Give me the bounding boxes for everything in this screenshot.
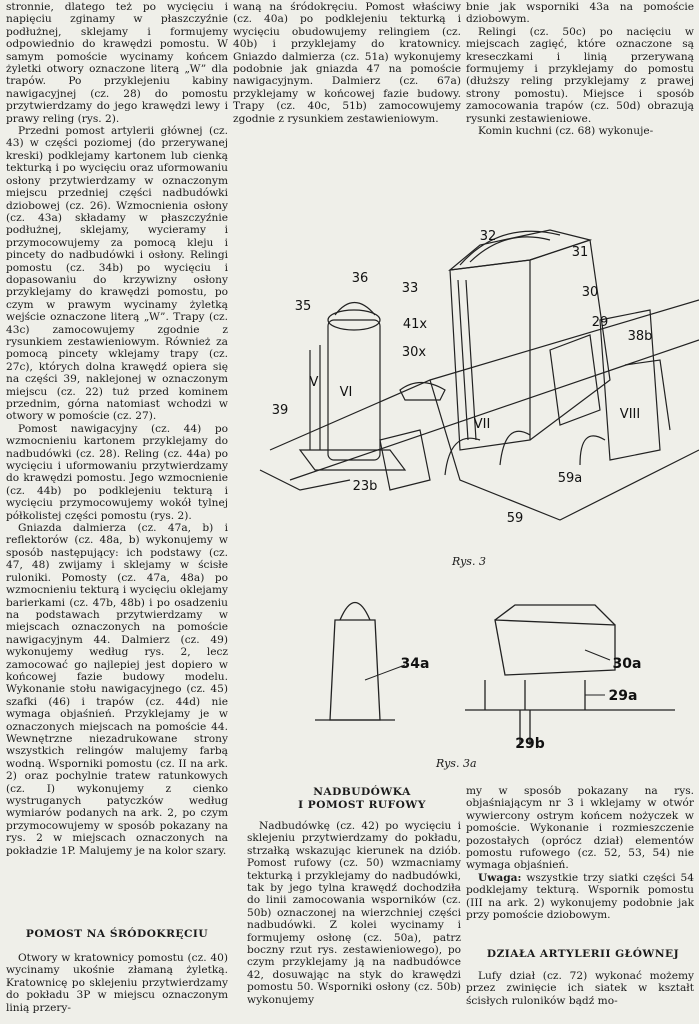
figure-3a-drawing — [255, 580, 699, 750]
label-32: 32 — [479, 229, 497, 244]
roof-arch — [460, 231, 560, 265]
paragraph: waną na śródokręciu. Pomost właściwy (cz. 40a) po podklejeniu tekturką i wycięciu obudowujemy relingiem (cz. 40b) i przyklejamy do kratownicy. Gniazdo dalmierza (cz. 51a) wykonujemy podobnie jak gniazda 47 na pomoście nawigacyjnym. Dalmierz (cz. 67a) przyklejamy w końcowej fazie budowy. Trapy (cz. 40c, 51b) zamocowujemy zgodnie z rysunkiem zestawieniowym. — [233, 1, 461, 125]
uwaga-text: wszystkie trzy siatki części 54 podklejamy tekturą. Wspornik pomostu (III na ark. 2) wykonujemy podobnie jak przy pomoście dziobowym. — [466, 871, 694, 922]
small-box — [380, 430, 430, 490]
paragraph: Lufy dział (cz. 72) wykonać możemy przez zwinięcie ich siatek w kształt ścisłych ruloników bądź mo- — [466, 970, 694, 1007]
section-heading-dziala: DZIAŁA ARTYLERII GŁÓWNEJ — [486, 948, 680, 960]
label-59a: 59a — [557, 471, 583, 486]
label-29b: 29b — [515, 736, 545, 750]
leader-30a — [585, 650, 610, 660]
label-33: 33 — [401, 281, 419, 296]
funnel-small-cap — [340, 603, 370, 621]
label-29: 29 — [591, 315, 609, 330]
figure-3a-caption: Rys. 3a — [436, 757, 477, 770]
text-column-2 — [233, 1, 461, 125]
paragraph: Gniazda dalmierza (cz. 47a, b) i reflektorów (cz. 48a, b) wykonujemy w sposób następujący: ich podstawy (cz. 47, 48) zwijamy i sklejamy w ścisłe ruloniki. Pomosty (cz. 47a, 48a) po wzmocnieniu tekturą i wycięciu oklejamy barierkami (cz. 47b, 48b) i po osadzeniu na podstawach przytwierdzamy w miejscach oznaczonych na pomoście nawigacyjnym 44. Dalmierz (cz. 49) wykonujemy według rys. 2, lecz zamocować go najlepiej jest dopiero w końcowej fazie budowy modelu. Wykonanie stołu nawigacyjnego (cz. 45) szafki (46) i trapów (cz. 44d) nie wymaga objaśnień. Przyklejamy je w oznaczonych miejscach na pomoście 44. Wewnętrzne niezadrukowane strony wszystkich relingów malujemy farbą wodną. Wsporniki pomostu (cz. II na ark. 2) oraz pochylnie tratew ratunkowych (cz. I) wykonujemy z cienko wystruganych patyczków według wymiarów podanych na ark. 2, po czym przymocowujemy w sposób pokazany na rys. 2 w miejscach oznaczonych na pokładzie 1P. Malujemy je na kolor szary. — [6, 522, 228, 857]
label-VI: VI — [339, 385, 353, 400]
paragraph — [466, 872, 694, 922]
label-23b: 23b — [352, 479, 378, 494]
text-column-1-bottom — [6, 952, 228, 1014]
label-34a: 34a — [400, 656, 430, 672]
side-block — [550, 335, 600, 425]
label-29a: 29a — [608, 688, 638, 704]
section-heading-nadbudowka — [262, 786, 462, 812]
heading-line: I POMOST RUFOWY — [298, 799, 426, 811]
ladder — [458, 280, 476, 440]
text-column-1 — [6, 1, 228, 857]
platform-body — [495, 620, 615, 675]
figure-3-caption: Rys. 3 — [452, 555, 486, 568]
label-30x: 30x — [401, 345, 427, 360]
paragraph: Komin kuchni (cz. 68) wykonuje- — [478, 125, 654, 138]
label-35: 35 — [294, 299, 312, 314]
paragraph: Nadbudówkę (cz. 42) po wycięciu i sklejeniu przytwierdzamy do pokładu, strzałką wskazując kierunek na dziób. Pomost rufowy (cz. 50) wzmacniamy tekturką i przyklejamy do nadbudówki, tak by jego tylna krawędź dochodziła do linii zamocowania wsporników (cz. 50b) oznaczonej na wierzchniej części nadbudówki. Z kolei wycinamy i formujemy osłonę (cz. 50a), patrz boczny rzut rys. zestawieniowego), po czym przyklejamy ją na nadbudówce 42, dosuwając na styk do krawędzi pomostu 50. Wsporniki osłony (cz. 50b) wykonujemy — [247, 820, 461, 1006]
davit — [500, 431, 530, 465]
platform-support — [485, 680, 585, 710]
figure-3-drawing — [230, 150, 699, 550]
label-30: 30 — [581, 285, 599, 300]
label-39: 39 — [271, 403, 289, 418]
text-column-3-end — [466, 970, 694, 1007]
rail-39 — [260, 470, 350, 490]
davit — [445, 438, 480, 475]
paragraph: stronnie, dlatego też po wycięciu i napięciu zginamy w płaszczyźnie podłużnej, sklejamy i formujemy odpowiednio do krawędzi pomostu. W samym pomoście wycinamy końcem żyletki otwory oznaczone literą „W” dla trapów. Po przyklejeniu kabiny nawigacyjnej (cz. 28) do pomostu przytwierdzamy do jego krawędzi lewy i prawy reling (rys. 2). — [6, 1, 228, 125]
leader-34a — [365, 665, 405, 680]
paragraph: my w sposób pokazany na rys. objaśniającym nr 3 i wklejamy w otwór wywiercony ostrym końcem nożyczek w pomoście. Wykonanie i rozmieszczenie pozostałych (oprócz dział) elementów pomostu rufowego (cz. 52, 53, 54) nie wymaga objaśnień. — [466, 785, 694, 872]
label-38b: 38b — [627, 329, 653, 344]
funnel-front — [328, 320, 380, 460]
section-heading-pomost: POMOST NA ŚRÓDOKRĘCIU — [25, 928, 209, 940]
heading-line: NADBUDÓWKA — [313, 786, 411, 798]
funnel-pipe — [310, 345, 320, 450]
label-31: 31 — [571, 245, 589, 260]
label-30a: 30a — [612, 656, 642, 672]
superstructure-side — [530, 240, 610, 440]
label-V: V — [309, 375, 319, 390]
label-41x: 41x — [402, 317, 428, 332]
paragraph: Otwory w kratownicy pomostu (cz. 40) wycinamy ukośnie złamaną żyletką. Kratownicę po sklejeniu przytwierdzamy do pokładu 3P w miejscu oznaczonym linią przery- — [6, 952, 228, 1014]
label-59: 59 — [506, 511, 524, 526]
label-36: 36 — [351, 271, 369, 286]
funnel-cap — [335, 303, 375, 316]
paragraph: Przedni pomost artylerii głównej (cz. 43) w części poziomej (do przerywanej kreski) podklejamy kartonem lub cienką tekturką i po wycięciu oraz uformowaniu osłony przytwierdzamy w oznaczonym miejscu przedniej części nadbudówki dziobowej (cz. 26). Wzmocnienia osłony (cz. 43a) składamy w płaszczyźnie podłużnej, sklejamy, wycieramy i przymocowujemy za pomocą kleju i pincety do nadbudówki i osłony. Relingi pomostu (cz. 34b) po wycięciu i dopasowaniu do krzywizny osłony przyklejamy do krawędzi pomostu, po czym w prawym wycinamy żyletką wejście oznaczone literą „W”. Trapy (cz. 43c) zamocowujemy zgodnie z rysunkiem zestawieniowym. Również za pomocą pincety wklejamy trapy (cz. 27c), których dolna krawędź opiera się na części 39, naklejonej w oznaczonym miejscu (cz. 22) tuż przed kominem przednim, górna natomiast wchodzi w otwory w pomoście (cz. 27). — [6, 125, 228, 423]
text-column-3-bottom — [466, 785, 694, 921]
uwaga-label: Uwaga: — [478, 871, 522, 884]
paragraph: Pomost nawigacyjny (cz. 44) po wzmocnieniu kartonem przyklejamy do nadbudówki (cz. 28). Reling (cz. 44a) po wycięciu i uformowaniu przytwierdzamy do krawędzi pomostu. Jego wzmocnienie (cz. 44b) po podklejeniu tekturą i wycięciu przymocowujemy wokół tylnej półkolistej części pomostu (rys. 2). — [6, 422, 228, 522]
text-column-2-bottom — [247, 820, 461, 1006]
lifeboat — [400, 383, 445, 401]
top-frame — [450, 230, 590, 270]
paragraph: Relingi (cz. 50c) po nacięciu w miejscach zagięć, które oznaczone są kreseczkami i linią przerywaną formujemy i przyklejamy do pomostu (dłuższy reling przyklejamy z prawej strony pomostu). Miejsce i sposób zamocowania trapów (cz. 50d) obrazują rysunki zestawieniowe. — [466, 25, 694, 125]
text-column-3 — [466, 1, 694, 137]
davit — [580, 436, 605, 465]
paragraph: bnie jak wsporniki 43a na pomoście dziobowym. — [466, 1, 694, 26]
label-VII: VII — [473, 417, 491, 432]
funnel-small-body — [330, 620, 380, 720]
label-VIII: VIII — [619, 407, 641, 422]
